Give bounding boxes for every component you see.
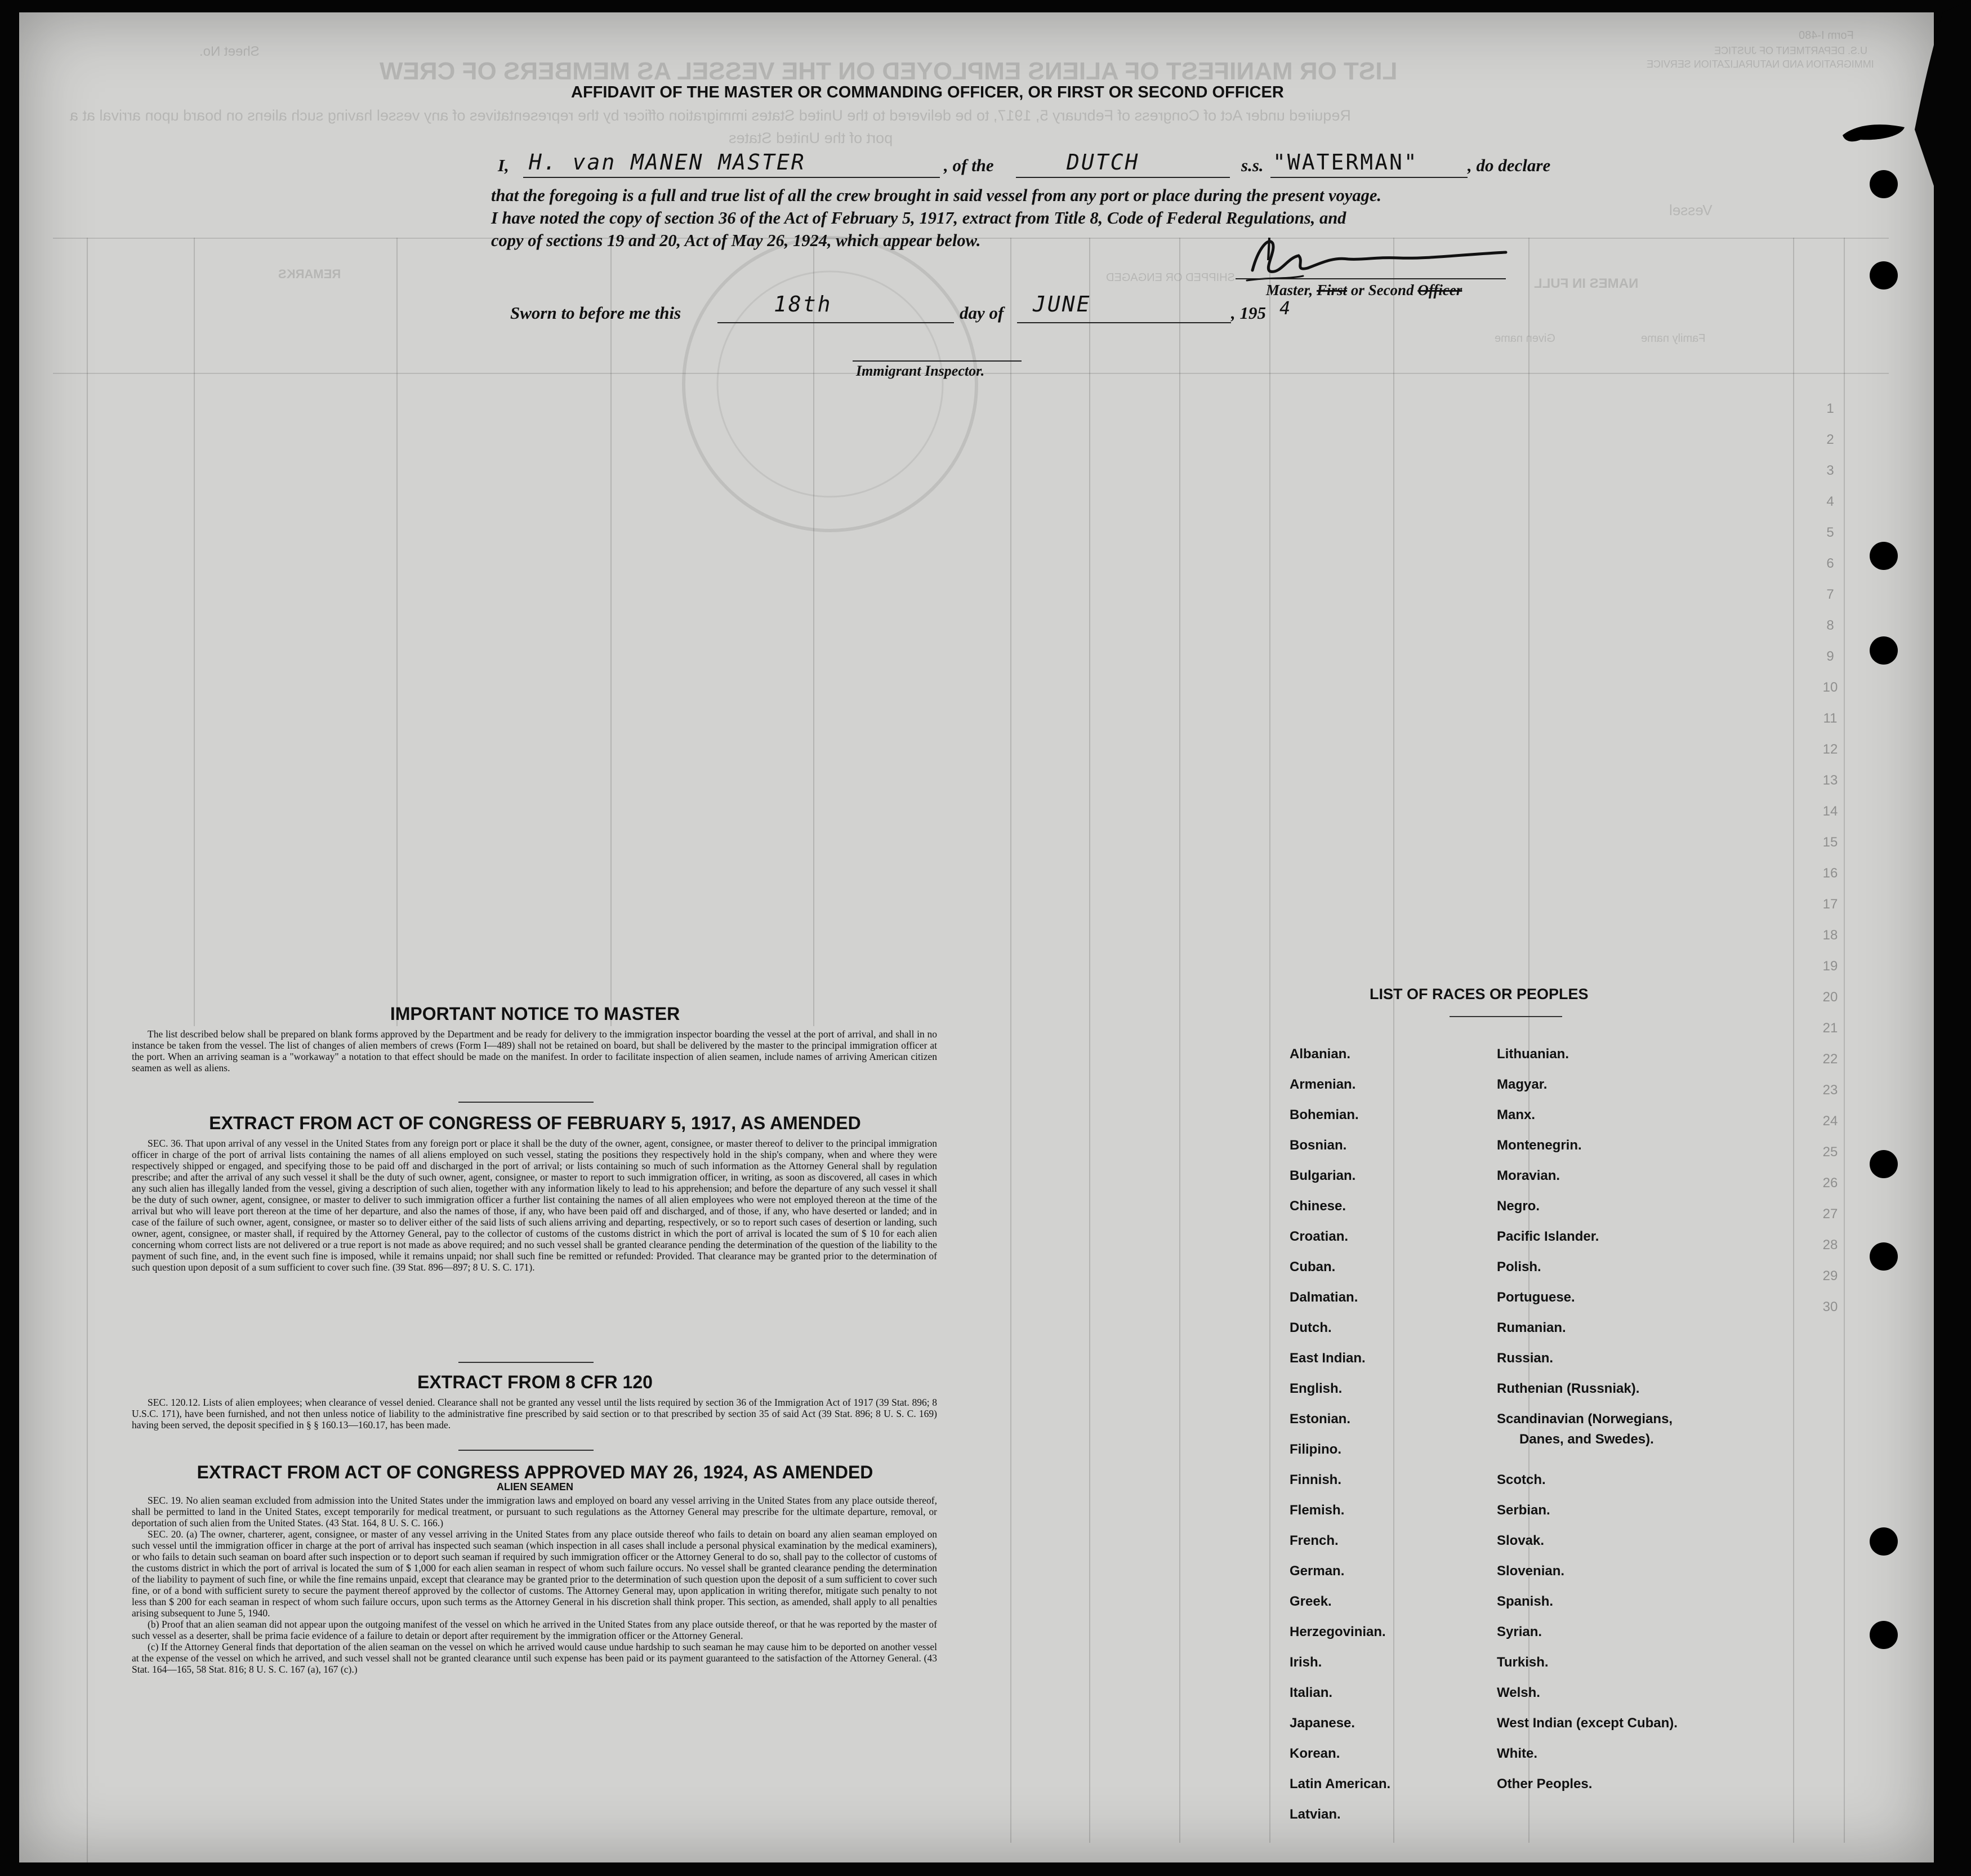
manifest-page <box>19 12 1934 1862</box>
bleed-service: IMMIGRATION AND NATURALIZATION SERVICE <box>1647 59 1874 70</box>
extract-cfr-text <box>132 1397 937 1431</box>
master-name-line <box>523 177 940 178</box>
race-item: Bosnian. <box>1290 1138 1347 1153</box>
notice-divider <box>458 1102 594 1103</box>
race-item: Pacific Islander. <box>1497 1229 1599 1244</box>
bleed-family-name: Family name <box>1641 332 1706 345</box>
race-item: East Indian. <box>1290 1351 1366 1366</box>
punch-hole-icon <box>1870 1242 1898 1271</box>
race-item: Magyar. <box>1497 1077 1548 1092</box>
master-officer-caption <box>1266 282 1462 299</box>
bleed-column-rule <box>87 238 88 1862</box>
race-item: Albanian. <box>1290 1046 1351 1062</box>
race-item: Estonian. <box>1290 1411 1351 1427</box>
extract-1924-text <box>132 1495 937 1675</box>
first-officer-struck: First <box>1317 282 1348 298</box>
row-number: 21 <box>1822 1021 1838 1036</box>
sec-20c-paragraph: (c) If the Attorney General finds that deportation of the alien seaman on the vessel on which he arrived would cause undue hardship to such seaman he may cause him to be deported on another vessel at the expense of the vessel on which he arrived, and such vessel shall not be granted clearance until such expense has been paid or its payment guaranteed to the satisfaction of the Attorney General. (43 Stat. 164—165, 58 Stat. 816; 8 U. S. C. 167 (a), 167 (c).) <box>132 1641 937 1675</box>
bleed-column-rule <box>1010 238 1011 1843</box>
row-number: 27 <box>1822 1206 1838 1222</box>
row-number: 16 <box>1822 866 1838 881</box>
race-item: Dalmatian. <box>1290 1290 1358 1305</box>
race-item: French. <box>1290 1533 1339 1548</box>
race-item: Other Peoples. <box>1497 1776 1593 1792</box>
race-item: Slovenian. <box>1497 1563 1565 1579</box>
signature-line <box>1236 278 1506 279</box>
bleed-shipped-engaged: SHIPPED OR ENGAGED <box>1106 271 1235 284</box>
punch-hole-icon <box>1870 261 1898 289</box>
race-item: Montenegrin. <box>1497 1138 1582 1153</box>
row-number: 15 <box>1822 835 1838 850</box>
affidavit-ss-label: s.s. <box>1241 155 1264 175</box>
race-item: Flemish. <box>1290 1503 1345 1518</box>
bleed-column-rule <box>1844 238 1845 1843</box>
row-number: 17 <box>1822 897 1838 912</box>
row-number: 12 <box>1822 742 1838 757</box>
race-item: Serbian. <box>1497 1503 1550 1518</box>
notice-title: IMPORTANT NOTICE TO MASTER <box>390 1004 680 1024</box>
sworn-day-line <box>717 322 954 323</box>
master-label: Master, <box>1266 282 1317 298</box>
race-item: Greek. <box>1290 1594 1332 1609</box>
bleed-column-rule <box>1793 238 1794 1843</box>
row-number: 13 <box>1822 773 1838 788</box>
notice-text <box>132 1028 937 1073</box>
row-number: 18 <box>1822 928 1838 943</box>
row-number: 22 <box>1822 1051 1838 1067</box>
row-number: 23 <box>1822 1082 1838 1098</box>
row-number: 9 <box>1826 649 1834 664</box>
race-item: Lithuanian. <box>1497 1046 1569 1062</box>
sworn-month-line <box>1017 322 1231 323</box>
vessel-name-handwritten <box>1273 150 1419 175</box>
sworn-label: Sworn to before me this <box>510 303 681 323</box>
bleed-vessel-label: Vessel <box>1669 202 1713 219</box>
bleed-column-rule <box>1393 238 1394 1843</box>
row-number: 28 <box>1822 1237 1838 1253</box>
race-item: Ruthenian (Russniak). <box>1497 1381 1640 1396</box>
races-title-divider <box>1450 1016 1562 1017</box>
sec-19-paragraph: SEC. 19. No alien seaman excluded from admission into the United States under the immigration laws and employed on board any vessel arriving in the United States from any place outside thereof, shall be permitted to land in the United States, except temporarily for medical treatment, or pursuant to such regulations as the Attorney General may prescribe for the ultimate departure, removal, or deportation of such alien from the United States. (43 Stat. 164, 8 U. S. C. 166.) <box>132 1495 937 1529</box>
bleed-column-rule <box>610 238 612 1026</box>
vessel-name: WATERMAN <box>1287 150 1404 175</box>
race-item: Slovak. <box>1497 1533 1545 1548</box>
row-number: 25 <box>1822 1144 1838 1160</box>
vessel-quote-open: " <box>1273 150 1287 175</box>
row-number: 4 <box>1826 494 1834 509</box>
row-number: 20 <box>1822 990 1838 1005</box>
race-item: Syrian. <box>1497 1624 1542 1639</box>
race-item: Rumanian. <box>1497 1320 1566 1335</box>
sec-120-12-paragraph: SEC. 120.12. Lists of alien employees; when clearance of vessel denied. Clearance shall not be granted any vessel until the lists required by section 36 of the Immigration Act of 1917 (39 Stat. 896; 8 U.S.C. 171), have been furnished, and not then unless notice of liability to the administrative fine prescribed by said section or to that prescribed by section 35 of said Act (39 Stat. 896; 8 U. S. C. 169) having been served, the deposit specified in § § 160.13—160.17, has been made. <box>132 1397 937 1431</box>
sworn-month-handwritten: JUNE <box>1033 292 1091 317</box>
race-item: Scotch. <box>1497 1472 1546 1487</box>
nationality-handwritten: DUTCH <box>1067 150 1140 175</box>
row-number: 8 <box>1826 618 1834 633</box>
punch-hole-icon <box>1870 636 1898 665</box>
extract-1924-subtitle: ALIEN SEAMEN <box>496 1481 573 1492</box>
row-number: 19 <box>1822 959 1838 974</box>
immigrant-inspector-label: Immigrant Inspector. <box>856 363 985 379</box>
master-name-handwritten: H. van MANEN MASTER <box>529 150 806 175</box>
or-second-label: or Second <box>1347 282 1418 298</box>
race-item: Latvian. <box>1290 1807 1341 1822</box>
race-item: Chinese. <box>1290 1198 1346 1214</box>
row-number: 24 <box>1822 1113 1838 1129</box>
race-item: Negro. <box>1497 1198 1540 1214</box>
race-item: Croatian. <box>1290 1229 1349 1244</box>
bleed-subline: Required under Act of Congress of February 5, 1917, to be delivered to the United States immigration officer by the representatives of any vessel having such aliens on board upon arrival at a <box>70 107 1351 124</box>
affidavit-line-4: copy of sections 19 and 20, Act of May 26, 1924, which appear below. <box>491 231 981 250</box>
notice-paragraph: The list described below shall be prepared on blank forms approved by the Department and be ready for delivery to the immigration inspector boarding the vessel at the port of arrival, and shall in no instance be taken from the vessel. The list of changes of alien members of crews (Form I—489) shall not be retained on board, but shall be delivered by the master to the principal immigration officer at the port. When an arriving seaman is a "workaway" a notation to that effect should be made on the manifest. In order to facilitate inspection of alien seamen, include names of arriving American citizen seamen as well as aliens. <box>132 1028 937 1073</box>
race-item: Manx. <box>1497 1107 1536 1122</box>
bleed-column-rule <box>396 238 398 1026</box>
race-item: Moravian. <box>1497 1168 1560 1183</box>
extract-1917-title: EXTRACT FROM ACT OF CONGRESS OF FEBRUARY 5, 1917, AS AMENDED <box>209 1113 861 1133</box>
row-number: 6 <box>1826 556 1834 571</box>
year-handwritten: 4 <box>1279 297 1292 319</box>
extract-1924-title: EXTRACT FROM ACT OF CONGRESS APPROVED MAY 26, 1924, AS AMENDED <box>197 1462 873 1482</box>
bleed-department: U.S. DEPARTMENT OF JUSTICE <box>1714 45 1868 56</box>
race-item: English. <box>1290 1381 1343 1396</box>
officer-struck: Officer <box>1417 282 1462 298</box>
races-title: LIST OF RACES OR PEOPLES <box>1370 986 1589 1002</box>
race-item: Finnish. <box>1290 1472 1341 1487</box>
race-item: Japanese. <box>1290 1715 1355 1731</box>
punch-hole-icon <box>1870 1527 1898 1556</box>
sec-20b-paragraph: (b) Proof that an alien seaman did not appear upon the outgoing manifest of the vessel on which he arrived in the United States from any place outside thereof, or that he was reported by the master of such vessel as a deserter, shall be prima facie evidence of a failure to detain or deport after requirement by the immigration officer or the Attorney General. <box>132 1619 937 1641</box>
affidavit-i-label: I, <box>498 155 509 175</box>
punch-hole-icon <box>1870 1150 1898 1178</box>
race-item: Irish. <box>1290 1655 1322 1670</box>
row-number: 5 <box>1826 525 1834 540</box>
row-number: 2 <box>1826 432 1834 447</box>
row-number: 10 <box>1822 680 1838 695</box>
bleed-port-line: port of the United States <box>729 130 893 146</box>
extract-1917-text <box>132 1138 937 1273</box>
affidavit-line-2: that the foregoing is a full and true list of all the crew brought in said vessel from any port or place during the present voyage. <box>491 186 1381 205</box>
row-number: 3 <box>1826 463 1834 478</box>
inspector-signature-line <box>853 360 1022 362</box>
race-item: Korean. <box>1290 1746 1340 1761</box>
race-item: Bulgarian. <box>1290 1168 1356 1183</box>
sec-36-paragraph: SEC. 36. That upon arrival of any vessel in the United States from any foreign port or place it shall be the duty of the owner, agent, consignee, or master thereof to deliver to the principal immigration officer in charge of the port of arrival lists containing the names of all aliens employed on such vessel, stating the positions they respectively hold in the ship's company, when and where they were respectively shipped or engaged, and specifying those to be paid off and discharged in the port of arrival; or lists containing so much of such information as the Attorney General shall by regulation prescribe; and after the arrival of any such vessel it shall be the duty of such owner, agent, consignee, or master to report to such immigration officer, in writing, as soon as discovered, all cases in which any such alien has illegally landed from the vessel, giving a description of such alien, together with any information likely to lead to his apprehension; and before the departure of any such vessel it shall be the duty of such owner, agent, consignee, or master to deliver to such immigration officer a further list containing the names of all alien employees who were not employed thereon at the time of the arrival but who will leave port thereon at the time of her departure, and also the names of those, if any, who have been paid off and discharged, and of those, if any, who have deserted or landed; and in case of the failure of such owner, agent, consignee, or master so to deliver either of the said lists of such aliens arriving and departing, respectively, or so to report such cases of desertion or landing, such owner, agent, consignee, or master shall, if required by the Attorney General, pay to the collector of customs of the customs district in which the port of arrival is located the sum of $ 10 for each alien concerning whom correct lists are not delivered or a true report is not made as above required; and no such vessel shall be granted clearance pending the determination of the question of the liability to the payment of such fine, and, in the event such fine is imposed, while it remains unpaid; nor shall such fine be remitted or refunded: Provided. That clearance may be granted prior to the determination of such question upon deposit of a sum sufficient to cover such fine. (39 Stat. 896—897; 8 U. S. C. 171). <box>132 1138 937 1273</box>
row-number: 30 <box>1822 1299 1838 1314</box>
bleed-remarks: REMARKS <box>278 267 341 281</box>
race-item: Danes, and Swedes). <box>1519 1432 1654 1447</box>
race-item: Bohemian. <box>1290 1107 1359 1122</box>
race-item: Turkish. <box>1497 1655 1549 1670</box>
bleed-column-rule <box>1089 238 1090 1843</box>
race-item: Polish. <box>1497 1259 1541 1275</box>
race-item: Filipino. <box>1290 1442 1341 1457</box>
nationality-line <box>1016 177 1230 178</box>
punch-hole-icon <box>1870 1621 1898 1649</box>
row-number: 26 <box>1822 1175 1838 1191</box>
race-item: Latin American. <box>1290 1776 1391 1792</box>
extract-1917-divider <box>458 1362 594 1363</box>
bleed-form-number: Form I-480 <box>1799 29 1854 42</box>
bleed-column-rule <box>194 238 195 1026</box>
race-item: Armenian. <box>1290 1077 1356 1092</box>
sec-20a-paragraph: SEC. 20. (a) The owner, charterer, agent, consignee, or master of any vessel arriving in the United States from any place outside thereof who fails to detain on board any alien seaman employed on such vessel until the immigration officer in charge at the port of arrival has inspected such seaman (which inspection in all cases shall include a personal physical examination by the medical examiners), or who fails to detain such seaman on board after such inspection or to deport such seaman if required by such immigration officer or the Attorney General to do so, shall pay to the collector of customs of the customs district in which the port of arrival is located the sum of $ 1,000 for each alien seaman in respect of whom such failure occurs. No vessel shall be granted clearance pending the determination of the liability to payment of such fine, or while the fine remains unpaid, except that clearance may be granted prior to the determination of such question upon the deposit of a sum sufficient to cover such fine, or of a bond with sufficient surety to secure the payment thereof approved by the collector of customs. The Attorney General may, upon application in writing therefor, mitigate such penalty to not less than $ 200 for each seaman in respect of whom such failure occurs, upon such terms as the Attorney General in his discretion shall think proper. This section, as amended, shall apply to all penalties arising subsequent to June 5, 1940. <box>132 1529 937 1619</box>
torn-corner-icon <box>1875 0 1971 186</box>
race-item: Russian. <box>1497 1351 1554 1366</box>
bleed-given-name: Given name <box>1495 332 1555 345</box>
bleed-column-rule <box>1179 238 1180 1843</box>
race-item: Portuguese. <box>1497 1290 1575 1305</box>
race-item: Scandinavian (Norwegians, <box>1497 1411 1673 1427</box>
row-number: 11 <box>1823 711 1838 726</box>
day-of-label: day of <box>960 303 1004 323</box>
year-prefix-label: , 195 <box>1231 303 1266 323</box>
race-item: Spanish. <box>1497 1594 1554 1609</box>
bleed-title: LIST OR MANIFEST OF ALIENS EMPLOYED ON THE VESSEL AS MEMBERS OF CREW <box>380 57 1398 85</box>
sworn-day-handwritten: 18th <box>774 292 832 317</box>
punch-hole-icon <box>1870 542 1898 570</box>
extract-cfr-title: EXTRACT FROM 8 CFR 120 <box>417 1372 653 1392</box>
row-number: 1 <box>1826 401 1834 416</box>
bleed-sheet-number: Sheet No. <box>199 44 260 59</box>
row-number: 7 <box>1826 587 1834 602</box>
vessel-line <box>1270 177 1468 178</box>
race-item: Cuban. <box>1290 1259 1336 1275</box>
race-item: Dutch. <box>1290 1320 1332 1335</box>
race-item: Welsh. <box>1497 1685 1540 1700</box>
affidavit-declare-label: , do declare <box>1468 155 1551 175</box>
vessel-quote-close: " <box>1403 150 1419 175</box>
race-item: White. <box>1497 1746 1537 1761</box>
extract-cfr-divider <box>458 1450 594 1451</box>
bleed-column-rule <box>1269 238 1270 1843</box>
race-item: West Indian (except Cuban). <box>1497 1715 1678 1731</box>
affidavit-heading: AFFIDAVIT OF THE MASTER OR COMMANDING OFFICER, OR FIRST OR SECOND OFFICER <box>571 83 1284 101</box>
row-number: 29 <box>1822 1268 1838 1284</box>
bleed-stamp-icon <box>672 226 988 542</box>
race-item: Italian. <box>1290 1685 1333 1700</box>
row-number: 14 <box>1822 804 1838 819</box>
race-item: Herzegovinian. <box>1290 1624 1386 1639</box>
affidavit-of-the-label: , of the <box>944 155 994 175</box>
race-item: German. <box>1290 1563 1345 1579</box>
affidavit-line-3: I have noted the copy of section 36 of the Act of February 5, 1917, extract from Title 8, Code of Federal Regulations, and <box>491 208 1346 228</box>
bleed-names-in-full: NAMES IN FULL <box>1534 276 1639 291</box>
